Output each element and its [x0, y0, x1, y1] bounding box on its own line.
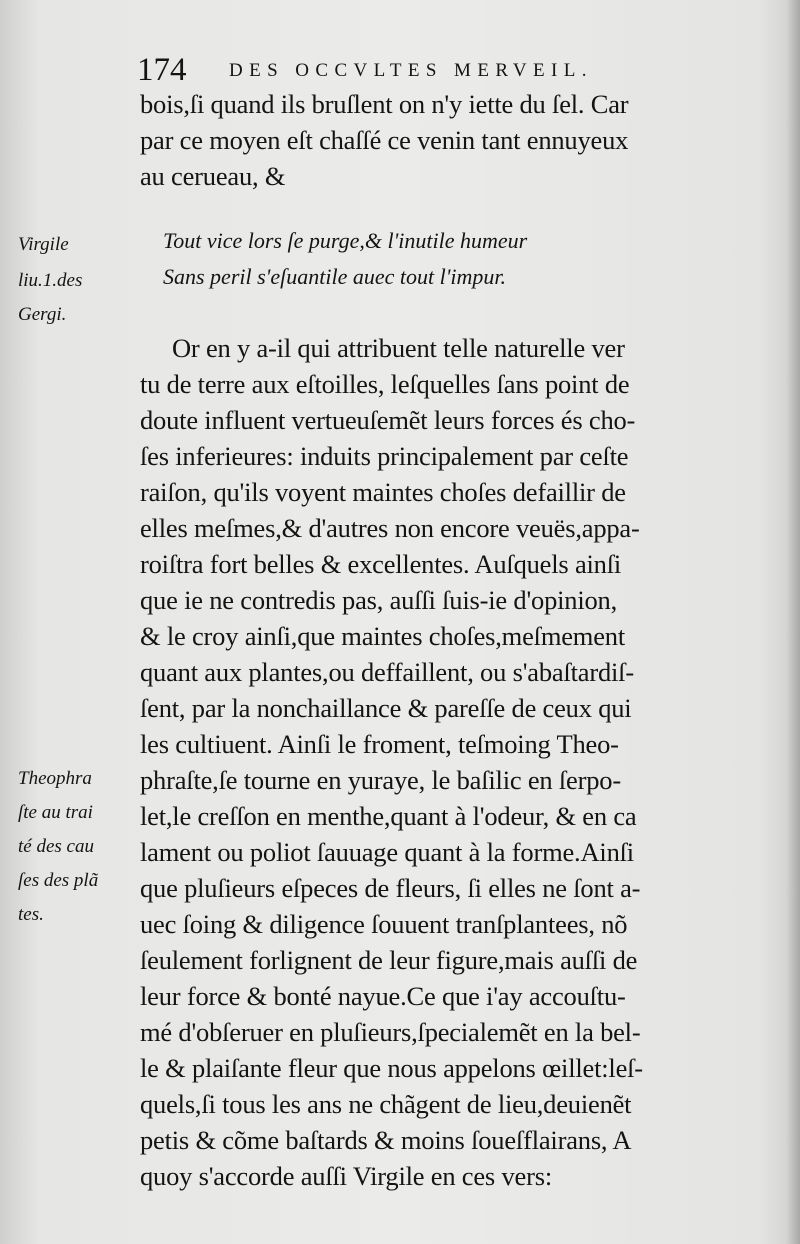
text-line: ſes inferieures: induits principalement par ceſte [140, 441, 629, 471]
text-line: les cultiuent. Ainſi le froment, teſmoing Theo- [140, 729, 619, 759]
text-line: leur force & bonté nayue.Ce que i'ay accouſtu- [140, 981, 626, 1011]
text-line: au cerueau, & [140, 161, 286, 191]
text-line: quant aux plantes,ou deffaillent, ou s'abaſtardiſ- [140, 657, 634, 687]
text-line: que ie ne contredis pas, auſſi ſuis-ie d'opinion, [140, 585, 618, 615]
text-line: ſent, par la nonchaillance & pareſſe de ceux qui [140, 693, 632, 723]
text-line: tu de terre aux eſtoilles, leſquelles ſans point de [140, 369, 630, 399]
text-line: quoy s'accorde auſſi Virgile en ces vers: [140, 1161, 552, 1191]
margin-note-line: Gergi. [18, 304, 67, 325]
text-line: doute influent vertueuſemẽt leurs forces és cho- [140, 405, 636, 435]
margin-note-line: tes. [18, 904, 44, 925]
text-line: raiſon, qu'ils voyent maintes choſes defaillir de [140, 477, 626, 507]
page-edge-shadow [786, 0, 800, 1244]
text-line: mé d'obſeruer en pluſieurs,ſpecialemẽt en la bel- [140, 1017, 641, 1047]
text-line: uec ſoing & diligence ſouuent tranſplantees, nõ [140, 909, 628, 939]
text-line: elles meſmes,& d'autres non encore veuës,appa- [140, 513, 640, 543]
margin-note-line: ſte au trai [18, 802, 93, 823]
text-line: par ce moyen eſt chaſſé ce venin tant ennuyeux [140, 125, 629, 155]
page-header [137, 50, 737, 90]
text-line: bois,ſi quand ils bruſlent on n'y iette du ſel. Car [140, 89, 629, 119]
text-line: petis & cõme baſtards & moins ſoueſflairans, A [140, 1125, 632, 1155]
text-line: ſeulement forlignent de leur figure,mais auſſi de [140, 945, 638, 975]
text-line: & le croy ainſi,que maintes choſes,meſmement [140, 621, 625, 651]
text-line: que pluſieurs eſpeces de fleurs, ſi elles ne ſont a- [140, 873, 641, 903]
text-line: roiſtra fort belles & excellentes. Auſquels ainſi [140, 549, 622, 579]
page-number: 174 [137, 52, 187, 88]
margin-note-line: Theophra [18, 768, 92, 789]
margin-note-line: ſes des plã [18, 870, 99, 891]
verse-line: Sans peril s'eſuantile auec tout l'impur. [163, 264, 507, 289]
text-line: quels,ſi tous les ans ne chãgent de lieu,deuienẽt [140, 1089, 632, 1119]
margin-note-line: Virgile [18, 234, 69, 255]
margin-note-line: liu.1.des [18, 270, 83, 291]
verse-line: Tout vice lors ſe purge,& l'inutile humeur [163, 228, 528, 253]
text-line: phraſte,ſe tourne en yuraye, le baſilic en ſerpo- [140, 765, 621, 795]
text-line: Or en y a-il qui attribuent telle naturelle ver [172, 333, 625, 363]
margin-note-line: té des cau [18, 836, 94, 857]
running-title: DES OCCVLTES MERVEIL. [229, 60, 593, 81]
text-line: let,le creſſon en menthe,quant à l'odeur, & en ca [140, 801, 637, 831]
text-line: lament ou poliot ſauuage quant à la forme.Ainſi [140, 837, 634, 867]
text-line: le & plaiſante fleur que nous appelons œillet:leſ- [140, 1053, 643, 1083]
